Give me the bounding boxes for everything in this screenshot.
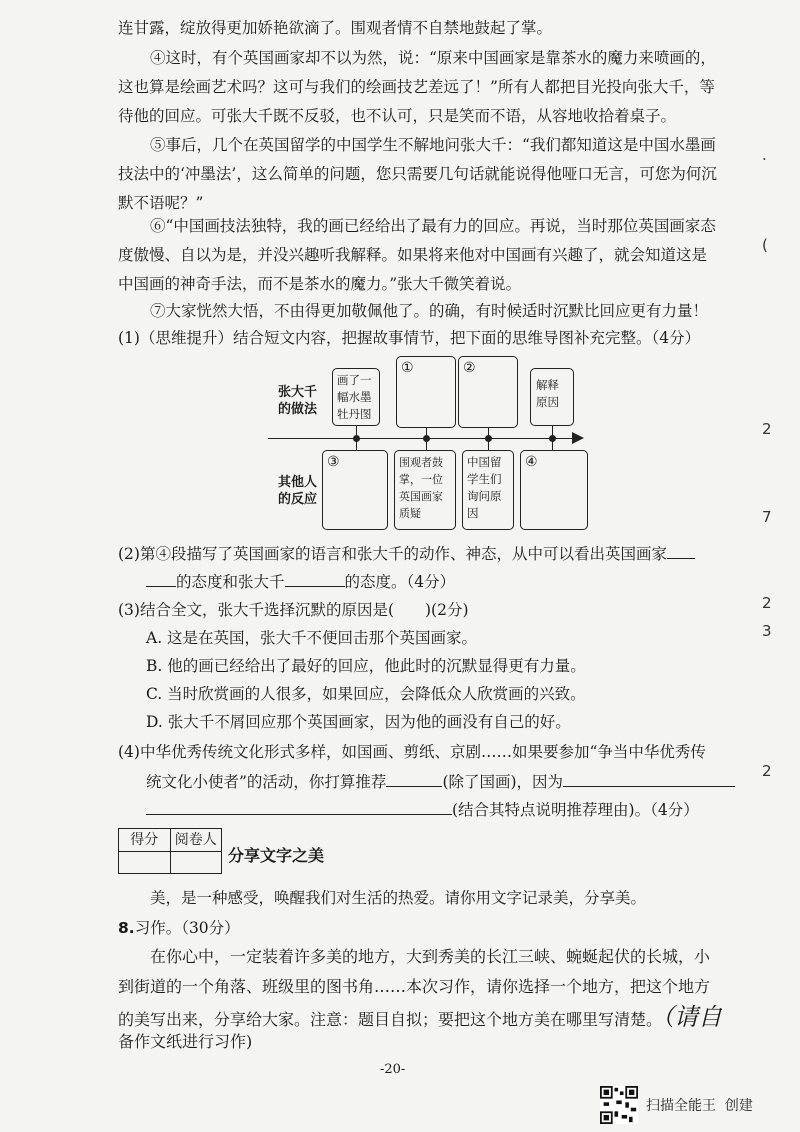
option-a[interactable]: A. 这是在英国，张大千不便回击那个英国画家。 <box>146 629 478 647</box>
scanner-action: 创建 <box>724 1098 753 1114</box>
question-8-title: 习作。（30分） <box>134 919 240 937</box>
mindmap-box-onlookers: 围观者鼓掌，一位英国画家质疑 <box>394 450 456 530</box>
question-4-line-1: (4)中华优秀传统文化形式多样，如国画、剪纸、京剧……如果要参加“争当中华优秀传 <box>118 743 706 761</box>
page-number: -20- <box>380 1062 406 1077</box>
passage-paragraph-7: ⑦大家恍然大悟，不由得更加敬佩他了。的确，有时候适时沉默比回应更有力量！ <box>150 302 709 320</box>
mindmap-box-students: 中国留学生们询问原因 <box>462 450 514 530</box>
score-label: 得分 <box>130 832 159 848</box>
score-cell[interactable] <box>119 852 170 873</box>
option-d[interactable]: D. 张大千不屑回应那个英国画家，因为他的画没有自己的好。 <box>146 713 571 731</box>
mindmap-box-explain: 解释原因 <box>530 368 574 426</box>
question-2-line-2 <box>146 568 455 596</box>
question-8-heading <box>118 914 240 942</box>
question-8-body <box>118 942 722 1035</box>
question-4-line-3 <box>146 796 699 824</box>
mindmap-box-painted: 画了一幅水墨牡丹图 <box>332 368 380 426</box>
answer-blank[interactable] <box>146 570 176 587</box>
passage-line-0: 连甘露，绽放得更加娇艳欲滴了。围观者情不自禁地鼓起了掌。 <box>118 19 553 37</box>
question-2-text: 的态度和张大千 <box>176 573 285 591</box>
question-2-text: (2)第④段描写了英国画家的语言和张大千的动作、神态，从中可以看出英国画家 <box>118 545 667 563</box>
score-table <box>118 828 222 874</box>
section-intro: 美，是一种感受，唤醒我们对生活的热爱。请你用文字记录美，分享美。 <box>150 889 647 907</box>
grader-label: 阅卷人 <box>170 829 222 851</box>
question-4-text: (结合其特点说明推荐理由)。（4分） <box>452 801 699 819</box>
edge-mark: 3 <box>762 622 772 640</box>
question-2-line-1 <box>118 540 695 568</box>
timeline-dot <box>423 435 430 442</box>
scanner-app-name: 扫描全能王 <box>646 1098 716 1114</box>
mindmap-blank-4[interactable]: ④ <box>520 450 588 530</box>
passage-paragraph-6: ⑥“中国画技法独特，我的画已经给出了最有力的回应。再说，当时那位英国画家态度傲慢、自以为是，并没兴趣听我解释。如果将来他对中国画有兴趣了，就会知道这是中国画的神奇手法，而不是茶水的魔力。”张大千微笑着说。 <box>118 217 716 293</box>
edge-mark: ( <box>762 236 768 254</box>
section-title: 分享文字之美 <box>228 846 325 865</box>
scanner-footer <box>600 1086 753 1124</box>
timeline-arrow-icon <box>572 432 584 444</box>
passage-paragraph-4: ④这时，有个英国画家却不以为然，说：“原来中国画家是靠茶水的魔力来喷画的，这也算是绘画艺术吗？这可与我们的绘画技艺差远了！”所有人都把目光投向张大千，等待他的回应。可张大千既不反驳，也不认可，只是笑而不语，从容地收拾着桌子。 <box>118 49 716 125</box>
timeline-dot <box>549 435 556 442</box>
grader-cell[interactable] <box>170 852 222 873</box>
handwritten-note: （请自 <box>662 1003 723 1031</box>
option-c[interactable]: C. 当时欣赏画的人很多，如果回应，会降低众人欣赏画的兴致。 <box>146 685 586 703</box>
question-3-text: (3)结合全文，张大千选择沉默的原因是( )(2分) <box>118 601 469 619</box>
passage-paragraph-5: ⑤事后，几个在英国留学的中国学生不解地问张大千：“我们都知道这是中国水墨画技法中的‘冲墨法’，这么简单的问题，您只需要几句话就能说得他哑口无言，可您为何沉默不语呢？” <box>118 136 717 212</box>
option-b[interactable]: B. 他的画已经给出了最好的回应，他此时的沉默显得更有力量。 <box>146 657 586 675</box>
edge-mark: 7 <box>762 508 772 526</box>
edge-mark: 2 <box>762 594 772 612</box>
mindmap-blank-1[interactable]: ① <box>396 356 456 428</box>
answer-blank[interactable] <box>146 798 452 815</box>
row-label-zhang-daqian: 张大千的做法 <box>278 385 318 417</box>
mind-map <box>268 358 588 538</box>
answer-blank[interactable] <box>563 770 735 787</box>
timeline-dot <box>353 435 360 442</box>
question-2-text: 的态度。（4分） <box>344 573 456 591</box>
edge-mark: 2 <box>762 762 772 780</box>
question-8-number: 8. <box>118 919 135 937</box>
answer-blank[interactable] <box>386 770 442 787</box>
question-4-line-2 <box>146 768 735 796</box>
edge-mark: 2 <box>762 420 772 438</box>
question-8-tail: 备作文纸进行习作) <box>118 1032 253 1051</box>
mindmap-blank-2[interactable]: ② <box>458 356 518 428</box>
question-8-body-text: 在你心中，一定装着许多美的地方，大到秀美的长江三峡、蜿蜒起伏的长城，小到街道的一个角落、班级里的图书角……本次习作，请你选择一个地方，把这个地方的美写出来，分享给大家。注意：题目自拟；要把这个地方美在哪里写清楚。 <box>118 947 711 1029</box>
row-label-others: 其他人的反应 <box>278 475 318 507</box>
timeline-dot <box>485 435 492 442</box>
answer-blank[interactable] <box>285 570 345 587</box>
question-4-text: (除了国画)，因为 <box>442 773 564 791</box>
qr-code-icon <box>600 1086 638 1124</box>
answer-blank[interactable] <box>667 542 695 559</box>
question-1-text: (1)（思维提升）结合短文内容，把握故事情节，把下面的思维导图补充完整。（4分） <box>118 329 701 347</box>
question-4-text: 统文化小使者”的活动，你打算推荐 <box>146 773 387 791</box>
mindmap-blank-3[interactable]: ③ <box>322 450 388 530</box>
edge-mark: . <box>762 146 767 164</box>
timeline-axis <box>268 438 574 439</box>
